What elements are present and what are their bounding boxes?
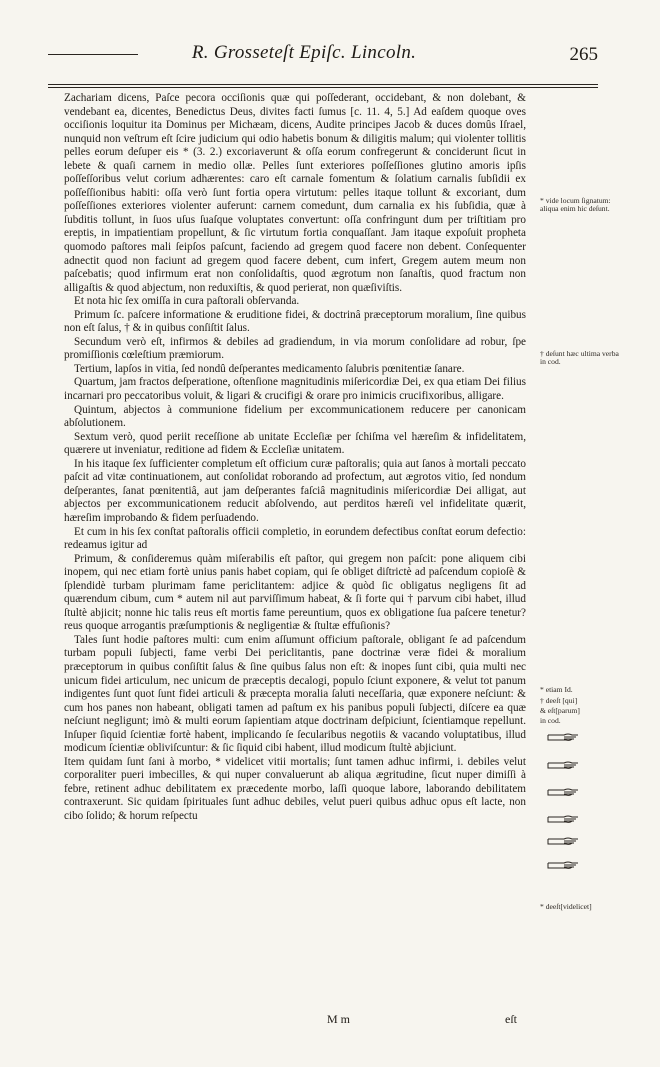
header-underline [48, 84, 598, 85]
paragraph: Et cum in his ſex conſtat paſtoralis officii completio, in eorundem defectibus conſtat eorum defectio: redeamus igitur ad [64, 525, 526, 552]
main-text-column [64, 92, 526, 824]
manicule-icon [546, 785, 580, 799]
manicule-icon [546, 812, 580, 826]
manicule-icon [546, 834, 580, 848]
margin-note: in cod. [540, 716, 561, 725]
margin-note: * deeſt[videlicet] [540, 902, 592, 911]
paragraph: Et nota hic ſex omiſſa in cura paſtorali obſervanda. [74, 295, 300, 308]
paragraph: Primum, & conſideremus quàm miſerabilis eſt paſtor, qui gregem non paſcit: pone aliquem cibi inopem, qui nec etiam fortè unius panis habet copiam, qui ſe obliget diſtrictè ad paſcendum copioſè & ſplendidè turbam plurimam fame periclitantem: adjice & quòd ſic obligatus negligens ſit ad quærendum cibum, cum * autem nil aut parviſſimum habeat, & ſi forte qui † parvum cibi habet, illud ſtultè abjicit; nonne hic talis reus eſt mortis fame pereuntium, quos ex obligatione ſua paſcere tenetur? reus quoque arrogantis præſumptionis & negligentiæ & ſtultæ effuſionis? [64, 552, 526, 633]
paragraph: Zachariam dicens, Paſce pecora occiſionis quæ qui poſſederant, occidebant, & non dolebant, & vendebant ea, dicentes, Benedictus Deus, divites facti ſumus [c. 11. 4, 5.] Ad eaſdem quoque oves occiſionis loquitur ita Dominus per Michæam, dicens, Audite principes Jacob & duces domûs Iſrael, nunquid non veſtrum eſt ſcire judicium qui odio habetis bonum & diligitis malum; qui violenter tollitis pelles eorum deſuper eis * (3. 2.) excoriaverunt & oſſa eorum confregerunt & conciderunt ſicut in lebete & quaſi carnem in medio ollæ. Pelles ſunt exteriores poſſeſſiones glutino amoris ipſis poſſeſſoribus velut corium adhærentes: caro eſt carnale fomentum & ſolatium carnalis ſubſidii ex poſſeſſionibus habiti: oſſa verò ſunt fortia opera virtutum: pelles itaque tollunt & excoriant, dum poſſeſſiones exteriores violenter auferunt: carnem comedunt, dum carnalia ex his ſubſidia, quæ à ſubditis tollunt, in ſuos uſus ſuaſque voluptates convertunt: oſſa confringunt dum per triſtitiam pro ereptis, in impatientiam propellunt, & ſic virtutum fortia conquaſſant. Jam itaque expoſuit propheta quomodo paſtores mali ſeipſos paſcunt, faciendo ad gregem quod facere non debent. Conſequenter adnectit quod non faciunt ad gregem quod facere debent, cum infert, Gregem autem meum non paſcebatis; quod infirmum erat non conſolidaſtis, quod ægrotum non ſanaſtis, quod fractum non alligaſtis & quod abjectum, non reduxiſtis, & quod perierat, non quæſiviſtis. [64, 92, 526, 294]
header-underline-double [48, 87, 598, 88]
paragraph: Sextum verò, quod periit receſſione ab unitate Eccleſiæ per ſchiſma vel hæreſim & infidelitatem, quærere ut inveniatur, reditione ad fidem & Eccleſiæ unitatem. [64, 430, 526, 457]
paragraph: Tales ſunt hodie paſtores multi: cum enim aſſumunt officium paſtorale, obligant ſe ad paſcendum turbam populi ſubjecti, fame verbi Dei periclitantis, pane doctrinæ veræ fidei & moralium præceptorum in quibus conſiſtit ſalus & ſine quibus ſalus non eſt: & inopes ſunt cibi, quia multi nec unicum fidei articulum, nec unicum de præceptis decalogi, populo ſciunt exponere, & velut tot panum indigentes ſunt quot ſunt fidei articuli & præcepta moralia ſaluti neceſſaria, quæ exponere neſciunt: & cum hos panes non habeant, obligati tamen ad paſtum ex his panibus populi ſubjecti, diſcere ea quæ neſciunt negligunt; imò & multi eorum ſapientiam atque doctrinam deſpiciunt, ſcientiamque repellunt. Inſuper ſiquid ſcientiæ fortè habent, implicando ſe ſecularibus negotiis & vacando voluptatibus, illud modicum ſcientiæ obliviſcuntur: & ſic ſiquid cibi habent, illud modicum ſtultè abjiciunt. [64, 633, 526, 755]
manicule-icon [546, 858, 580, 872]
catchword: eſt [505, 1012, 517, 1026]
page-number: 265 [569, 44, 598, 65]
signature-mark: M m [327, 1012, 351, 1026]
margin-note: † deſunt hæc ultima verba in cod. [540, 349, 619, 367]
paragraph: Primum ſc. paſcere informatione & eruditione fidei, & doctrinâ præceptorum moralium, ſine quibus non eſt ſalus, † & in quibus conſiſtit ſalus. [64, 308, 526, 335]
running-header [48, 42, 598, 82]
paragraph: In his itaque ſex ſufficienter completum eſt officium curæ paſtoralis; quia aut ſanos à mortali peccato paſcit ad vitæ continuationem, aut conſolidat roborando ad profectum, aut ægrotos vitio, ſed nondum deſperantes, ſanat pœnitentiâ, aut jam deſperantes faſciâ magnitudinis miſericordiæ Dei alligat, aut abjectos per excommunicationem reducit abſolvendo, aut perditos hæreſi vel infidelitate quærit, hæreſim improbando & fidem perſuadendo. [64, 457, 526, 524]
margin-note: * etiam Id. [540, 685, 573, 694]
margin-note: * vide locum ſignatum: aliqua enim hic deſunt. [540, 196, 611, 214]
paragraph: Item quidam ſunt ſani à morbo, * videlicet vitii mortalis; ſunt tamen adhuc infirmi, i. debiles velut corporaliter pueri imbecilles, & qui nuper convaluerunt ab aliqua ægritudine, ſicut nuper dimiſſi à febre, retinent adhuc debilitatem ex præcedente morbo, laſſi quoque labore, laborando debilitatem contraxerunt. Sic quidam ſpirituales ſunt adhuc debiles, velut pueri quibus adhuc opus eſt lacte, non cibo ſolido; & horum reſpectu [64, 755, 526, 822]
manicule-icon [546, 730, 580, 744]
paragraph: Tertium, lapſos in vitia, ſed nondû deſperantes medicamento ſalubris pœnitentiæ ſanare. [74, 362, 465, 375]
paragraph: Quartum, jam fractos deſperatione, oſtenſione magnitudinis miſericordiæ Dei, ex qua etiam Dei filius incarnari pro peccatoribus voluit, & ligari & crucifigi & orare pro inimicis crucifixoribus, alligare. [64, 376, 526, 403]
running-title: R. Grosseteſt Epiſc. Lincoln. [191, 42, 417, 63]
margin-note: † deeſt [qui] [540, 696, 578, 705]
paragraph: Secundum verò eſt, infirmos & debiles ad gradiendum, in via morum conſolidare ad robur, ſpe promiſſionis cœleſtium præmiorum. [64, 335, 526, 362]
margin-note: & eſt[parum] [540, 706, 580, 715]
paragraph: Quintum, abjectos à communione fidelium per excommunicationem reducere per canonicam abſolutionem. [64, 403, 526, 430]
manicule-icon [546, 758, 580, 772]
